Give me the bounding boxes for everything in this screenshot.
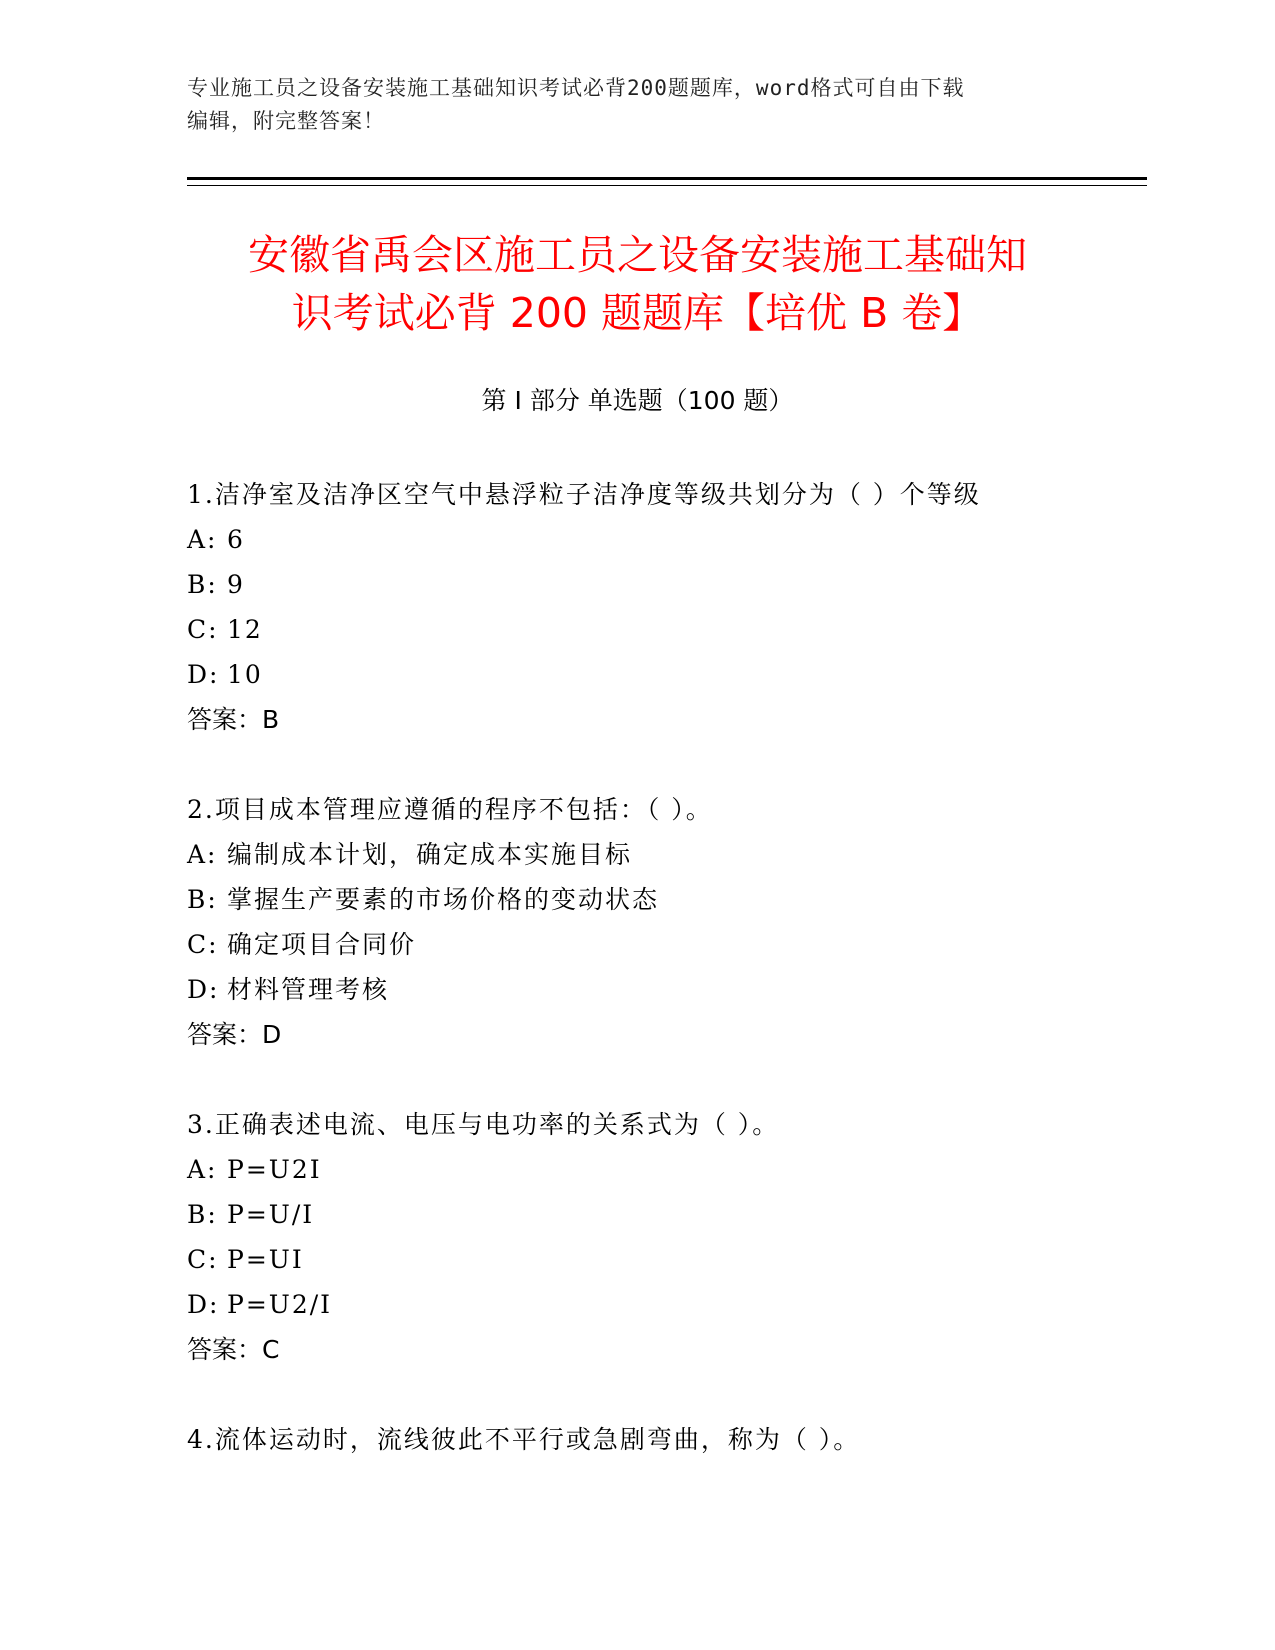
option-text: P=U/I (227, 1200, 315, 1229)
section-title: 第 I 部分 单选题（100 题） (481, 386, 794, 415)
option-letter: A: (187, 1155, 218, 1184)
option-text: 12 (227, 615, 263, 644)
option-text: 编制成本计划，确定成本实施目标 (227, 840, 633, 869)
answer-option (187, 1192, 1147, 1237)
answer-option (187, 922, 1147, 967)
option-letter: B: (187, 885, 218, 914)
option-text: P=UI (227, 1245, 304, 1274)
header-note-line2: 编辑，附完整答案！ (187, 109, 385, 133)
document-title (160, 226, 1115, 342)
option-letter: D: (187, 660, 220, 689)
question-item (187, 1102, 1147, 1372)
header-note-line1: 专业施工员之设备安装施工基础知识考试必背200题题库，word格式可自由下载 (187, 76, 965, 100)
answer-option (187, 1147, 1147, 1192)
option-letter: A: (187, 840, 218, 869)
question-stem: 3.正确表述电流、电压与电功率的关系式为（ ）。 (187, 1110, 780, 1139)
answer-option (187, 832, 1147, 877)
option-text: 10 (227, 660, 263, 689)
answer-option (187, 607, 1147, 652)
answer-option (187, 1237, 1147, 1282)
question-item (187, 787, 1147, 1057)
answer-key: 答案：D (187, 1020, 282, 1049)
question-list (187, 472, 1147, 1507)
option-text: P=U2/I (227, 1290, 333, 1319)
answer-key: 答案：C (187, 1335, 280, 1364)
question-item (187, 472, 1147, 742)
question-stem: 1.洁净室及洁净区空气中悬浮粒子洁净度等级共划分为（ ）个等级 (187, 480, 981, 509)
answer-option (187, 562, 1147, 607)
option-letter: D: (187, 1290, 220, 1319)
option-text: 9 (227, 570, 245, 599)
answer-option (187, 967, 1147, 1012)
option-text: 确定项目合同价 (227, 930, 417, 959)
answer-key: 答案：B (187, 705, 280, 734)
option-text: 6 (227, 525, 245, 554)
option-text: 掌握生产要素的市场价格的变动状态 (227, 885, 660, 914)
answer-option (187, 652, 1147, 697)
option-letter: D: (187, 975, 220, 1004)
option-letter: A: (187, 525, 218, 554)
document-title-line2: 识考试必背 200 题题库【培优 B 卷】 (291, 289, 984, 337)
header-divider-thick (187, 177, 1147, 180)
answer-option (187, 877, 1147, 922)
option-letter: B: (187, 1200, 218, 1229)
question-stem: 2.项目成本管理应遵循的程序不包括：（ ）。 (187, 795, 713, 824)
option-text: 材料管理考核 (227, 975, 390, 1004)
question-stem: 4.流体运动时，流线彼此不平行或急剧弯曲，称为（ ）。 (187, 1425, 861, 1454)
option-letter: C: (187, 615, 219, 644)
option-letter: B: (187, 570, 218, 599)
answer-option (187, 1282, 1147, 1327)
header-note (187, 72, 1087, 138)
answer-option (187, 517, 1147, 562)
document-title-line1: 安徽省禹会区施工员之设备安装施工基础知 (248, 231, 1027, 279)
question-item (187, 1417, 1147, 1462)
option-letter: C: (187, 930, 219, 959)
header-divider-thin (187, 185, 1147, 186)
option-text: P=U2I (227, 1155, 322, 1184)
option-letter: C: (187, 1245, 219, 1274)
